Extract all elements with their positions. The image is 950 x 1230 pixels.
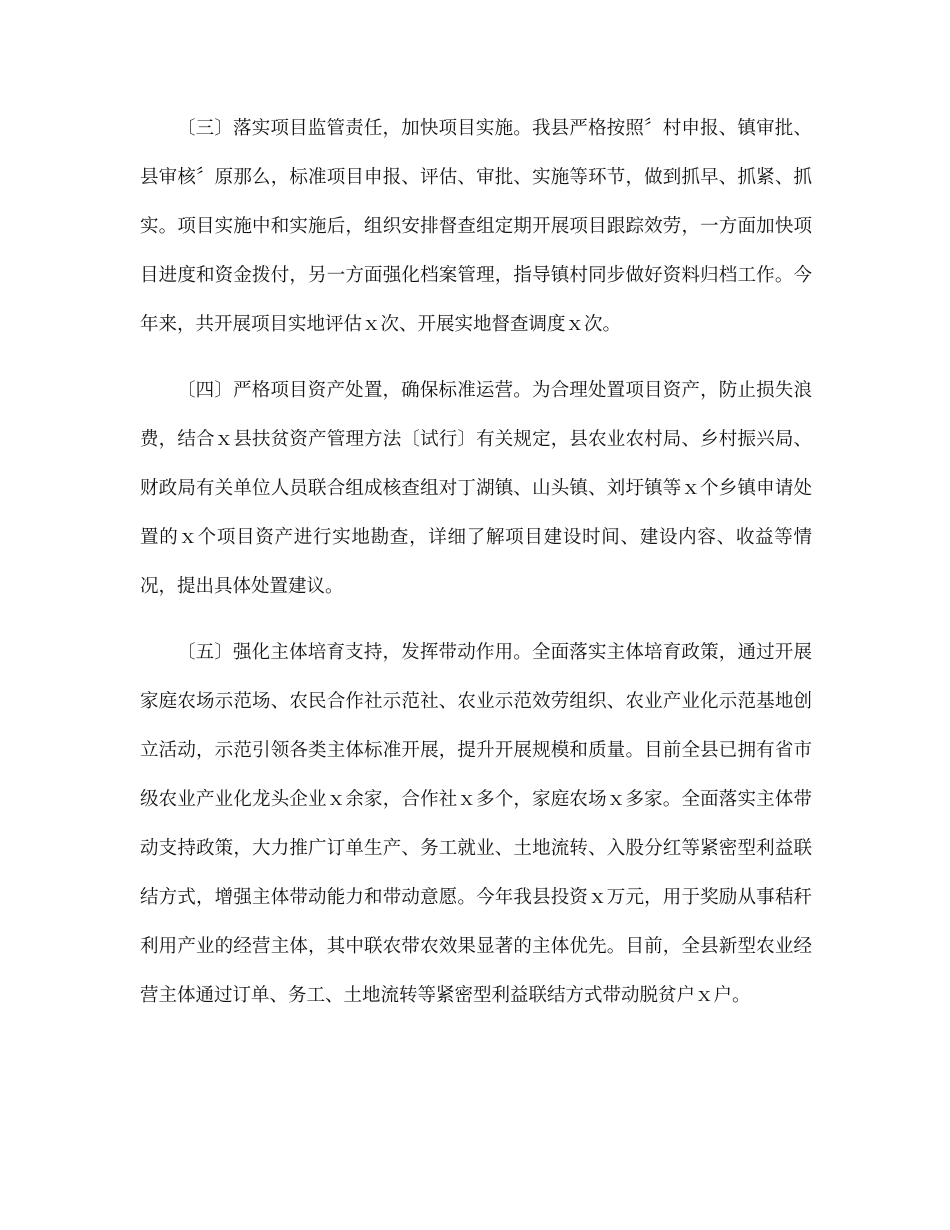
paragraph-section-4: 〔四〕严格项目资产处置，确保标准运营。为合理处置项目资产，防止损失浪费，结合ｘ县扶贫资产管理方法〔试行〕有关规定，县农业农村局、乡村振兴局、财政局有关单位人员联合组成核查组对丁湖镇、山头镇、刘圩镇等ｘ个乡镇申请处置的ｘ个项目资产进行实地勘查，详细了解项目建设时间、建设内容、收益等情况，提出具体处置建议。 [140, 380, 812, 597]
document-body [140, 104, 812, 1037]
paragraph-section-5: 〔五〕强化主体培育支持，发挥带动作用。全面落实主体培育政策，通过开展家庭农场示范场、农民合作社示范社、农业示范效劳组织、农业产业化示范基地创立活动，示范引领各类主体标准开展，提升开展规模和质量。目前全县已拥有省市级农业产业化龙头企业ｘ余家，合作社ｘ多个，家庭农场ｘ多家。全面落实主体带动支持政策，大力推广订单生产、务工就业、土地流转、入股分红等紧密型利益联结方式，增强主体带动能力和带动意愿。今年我县投资ｘ万元，用于奖励从事秸秆利用产业的经营主体，其中联农带农效果显著的主体优先。目前，全县新型农业经营主体通过订单、务工、土地流转等紧密型利益联结方式带动脱贫户ｘ户。 [140, 642, 812, 1006]
paragraph-section-3: 〔三〕落实项目监管责任，加快项目实施。我县严格按照〞村申报、镇审批、县审核〞原那么，标准项目申报、评估、审批、实施等环节，做到抓早、抓紧、抓实。项目实施中和实施后，组织安排督查组定期开展项目跟踪效劳，一方面加快项目进度和资金拨付，另一方面强化档案管理，指导镇村同步做好资料归档工作。今年来，共开展项目实地评估ｘ次、开展实地督查调度ｘ次。 [140, 118, 812, 335]
